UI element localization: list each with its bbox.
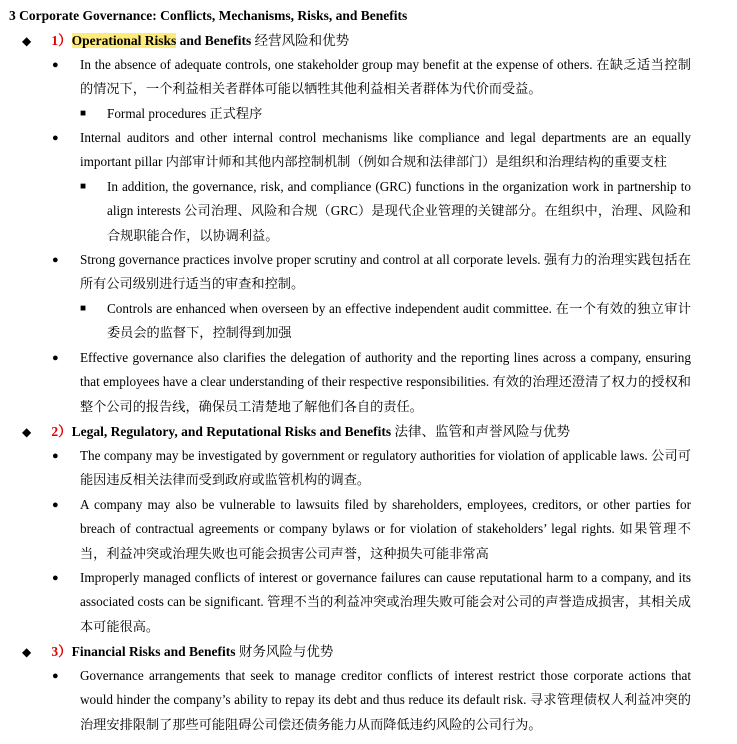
- list-item: Controls are enhanced when overseen by an effective independent audit committee. 在一个有效的独立审计委员会的监督下，控制得到加强: [107, 301, 691, 341]
- subsection-heading-1: [22, 30, 349, 52]
- list-item: Governance arrangements that seek to manage creditor conflicts of interest restrict those corporate actions that would hinder the company’s ability to repay its debt and thus reduce its default risk. 寻求管理债权人利益冲突的治理安排限制了那些可能阻碍公司偿还债务能力从而降低违约风险的公司行为。: [80, 668, 691, 732]
- heading-chinese: 财务风险与优势: [238, 644, 334, 659]
- subsection-number: 1）: [51, 33, 72, 48]
- list-item: Strong governance practices involve proper scrutiny and control at all corporate levels. 强有力的治理实践包括在所有公司级别进行适当的审查和控制。: [80, 252, 691, 292]
- list-item: The company may be investigated by government or regulatory authorities for violation of applicable laws. 公司可能因违反相关法律而受到政府或监管机构的调查。: [80, 448, 691, 488]
- square-bullet-icon: ■: [80, 303, 87, 314]
- round-bullet-icon: ●: [52, 670, 59, 682]
- square-bullet-icon: ■: [80, 108, 87, 119]
- heading-text: and Benefits: [176, 33, 252, 48]
- round-bullet-icon: ●: [52, 572, 59, 584]
- square-bullet-icon: ■: [80, 181, 87, 192]
- list-item: A company may also be vulnerable to lawsuits filed by shareholders, employees, creditors, or other parties for breach of contractual agreements or company bylaws or for violation of stakeholders’ legal rights. 如果管理不当，利益冲突或治理失败也可能会损害公司声誉，这种损失可能非常高: [80, 497, 691, 561]
- diamond-bullet-icon: ◆: [22, 645, 32, 659]
- round-bullet-icon: ●: [52, 450, 59, 462]
- round-bullet-icon: ●: [52, 499, 59, 511]
- round-bullet-icon: ●: [52, 59, 59, 71]
- list-item: In addition, the governance, risk, and compliance (GRC) functions in the organization work in partnership to align interests 公司治理、风险和合规（GRC）是现代企业管理的关键部分。在组织中，治理、风险和合规职能合作，以协调利益。: [107, 179, 691, 243]
- diamond-bullet-icon: ◆: [22, 34, 32, 48]
- round-bullet-icon: ●: [52, 254, 59, 266]
- subsection-heading-3: [22, 641, 333, 663]
- subsection-number: 3）: [51, 644, 72, 659]
- list-item: Internal auditors and other internal control mechanisms like compliance and legal departments are an equally important pillar 内部审计师和其他内部控制机制（例如合规和法律部门）是组织和治理结构的重要支柱: [80, 130, 691, 170]
- subsection-number: 2）: [51, 424, 72, 439]
- list-item: Effective governance also clarifies the delegation of authority and the reporting lines across a company, ensuring that employees have a clear understanding of their respective responsibilities. 有效的治理还澄清了权力的授权和整个公司的报告线，确保员工清楚地了解他们各自的责任。: [80, 350, 691, 414]
- list-item: Formal procedures 正式程序: [107, 106, 263, 121]
- list-item: In the absence of adequate controls, one stakeholder group may benefit at the expense of others. 在缺乏适当控制的情况下，一个利益相关者群体可能以牺牲其他利益相关者群体为代价而受益。: [80, 57, 691, 97]
- round-bullet-icon: ●: [52, 352, 59, 364]
- subsection-heading-2: [22, 421, 570, 443]
- section-title: 3 Corporate Governance: Conflicts, Mechanisms, Risks, and Benefits: [9, 8, 408, 23]
- round-bullet-icon: ●: [52, 132, 59, 144]
- highlighted-heading-text: Operational Risks: [71, 33, 177, 48]
- heading-chinese: 法律、监管和声誉风险与优势: [394, 424, 571, 439]
- heading-text: Financial Risks and Benefits: [71, 644, 236, 659]
- heading-chinese: 经营风险和优势: [254, 33, 350, 48]
- diamond-bullet-icon: ◆: [22, 425, 32, 439]
- heading-text: Legal, Regulatory, and Reputational Risks and Benefits: [71, 424, 392, 439]
- list-item: Improperly managed conflicts of interest or governance failures can cause reputational harm to a company, and its associated costs can be significant. 管理不当的利益冲突或治理失败可能会对公司的声誉造成损害，其相关成本可能很高。: [80, 570, 691, 634]
